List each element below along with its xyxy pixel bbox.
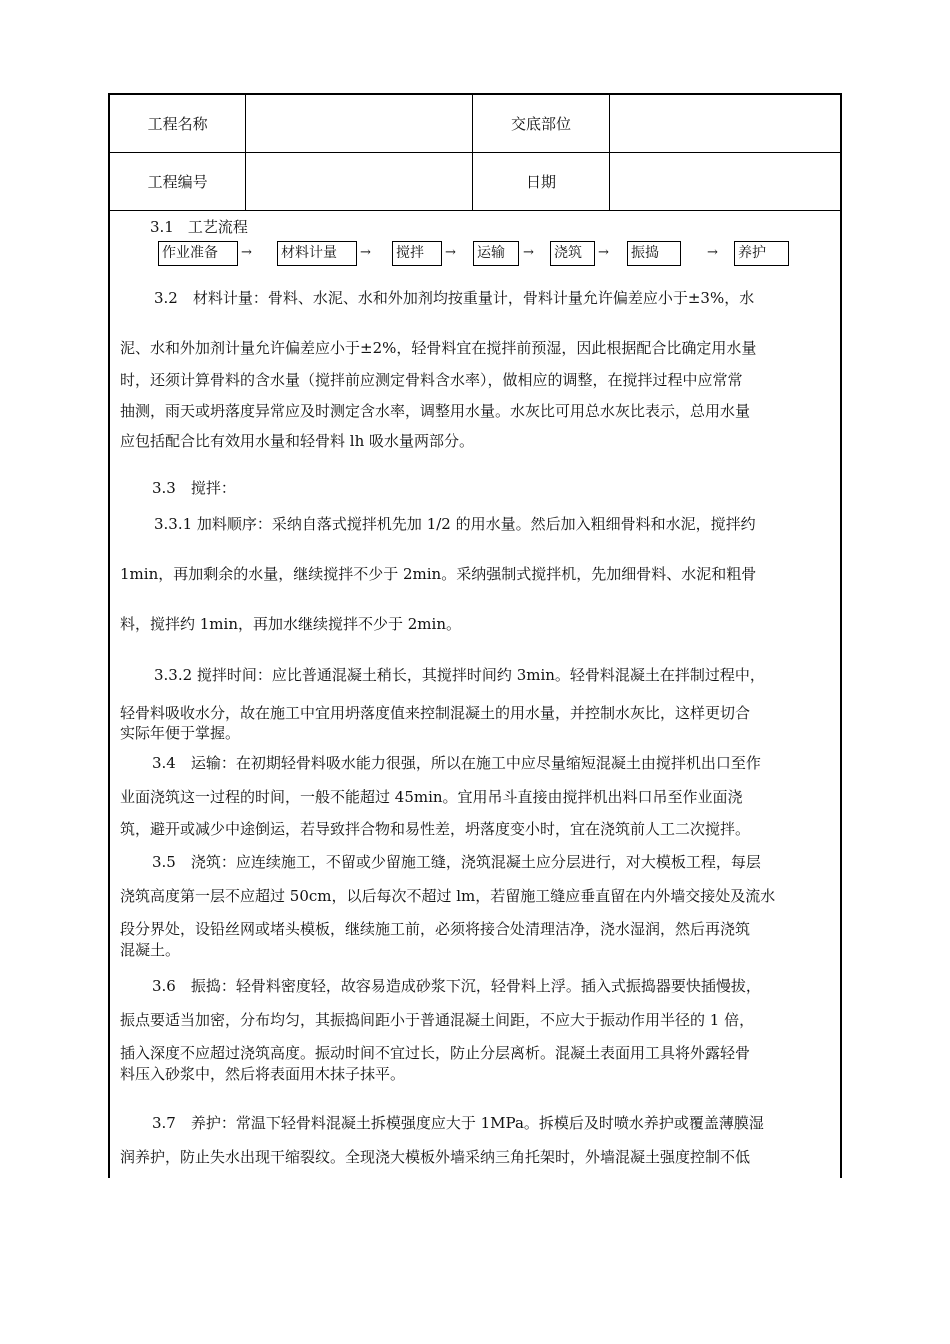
- text-line: 时，还须计算骨料的含水量（搅拌前应测定骨料含水率），做相应的调整，在搅拌过程中应常常: [120, 371, 743, 389]
- flow-step-prepare: 作业准备: [158, 241, 238, 266]
- flow-step-vibrate: 振捣: [627, 241, 681, 266]
- project-name-value[interactable]: [246, 95, 473, 153]
- header-table: [110, 95, 840, 211]
- text-line: 混凝土。: [120, 940, 181, 959]
- flow-step-transport: 运输: [473, 241, 519, 266]
- section-3-7-curing: [120, 1114, 830, 1167]
- handover-part-value[interactable]: [609, 95, 840, 153]
- section-3-3-1-feeding-order: [120, 515, 830, 635]
- text-line: 实际年便于掌握。: [120, 724, 241, 742]
- text-line: 3.3.1 加料顺序：采纳自落式搅拌机先加 1/2 的用水量。然后加入粗细骨料和水泥，搅拌约: [154, 515, 756, 533]
- flow-step-pour: 浇筑: [550, 241, 595, 266]
- text-line: 1min，再加剩余的水量，继续搅拌不少于 2min。采纳强制式搅拌机，先加细骨料、水泥和粗骨: [120, 564, 757, 583]
- section-3-6-vibrating: [120, 977, 830, 1084]
- process-flow-number: 3.1: [150, 218, 174, 236]
- text-line: 段分界处，设铅丝网或堵头模板，继续施工前，必须将接合处清理洁净，浇水湿润，然后再浇筑: [120, 920, 751, 938]
- flow-arrow-icon: →: [707, 245, 718, 260]
- section-3-4-transport: [120, 754, 830, 840]
- section-3-3-2-mixing-time: [120, 666, 830, 744]
- text-line: 抽测，雨天或坍落度异常应及时测定含水率，调整用水量。水灰比可用总水灰比表示，总用水量: [120, 401, 751, 420]
- text-line: 轻骨料吸收水分，故在施工中宜用坍落度值来控制混凝土的用水量，并控制水灰比，这样更切合: [120, 703, 751, 722]
- section-3-5-pouring: [120, 853, 830, 960]
- handover-part-label: 交底部位: [473, 95, 609, 153]
- date-value[interactable]: [609, 153, 840, 211]
- text-line: 3.4 运输：在初期轻骨料吸水能力很强，所以在施工中应尽量缩短混凝土由搅拌机出口至作: [152, 754, 761, 772]
- text-line: 润养护，防止失水出现干缩裂纹。全现浇大模板外墙采纳三角托架时，外墙混凝土强度控制不低: [120, 1147, 751, 1166]
- text-line: 振点要适当加密，分布均匀，其振捣间距小于普通混凝土间距，不应大于振动作用半径的 1 倍，: [120, 1010, 755, 1029]
- text-line: 料，搅拌约 1min，再加水继续搅拌不少于 2min。: [120, 615, 461, 633]
- flow-arrow-icon: →: [598, 245, 609, 260]
- process-flow-heading: 工艺流程: [187, 218, 248, 236]
- text-line: 3.6 振捣：轻骨料密度轻，故容易造成砂浆下沉，轻骨料上浮。插入式振捣器要快插慢拔，: [152, 977, 761, 995]
- disclosure-form: [108, 93, 842, 1178]
- section-3-3-mixing: [120, 479, 830, 499]
- flow-arrow-icon: →: [241, 245, 252, 260]
- flow-arrow-icon: →: [445, 245, 456, 260]
- text-line: 插入深度不应超过浇筑高度。振动时间不宜过长，防止分层离析。混凝土表面用工具将外露轻骨: [120, 1044, 751, 1062]
- text-line: 3.2 材料计量：骨料、水泥、水和外加剂均按重量计，骨料计量允许偏差应小于±3%，水: [154, 289, 755, 307]
- project-code-label: 工程编号: [110, 153, 246, 211]
- date-label: 日期: [473, 153, 609, 211]
- flow-step-mix: 搅拌: [392, 241, 442, 266]
- text-line: 3.7 养护：常温下轻骨料混凝土拆模强度应大于 1MPa。拆模后及时喷水养护或覆盖薄膜湿: [152, 1114, 764, 1132]
- text-line: 筑，避开或减少中途倒运，若导致拌合物和易性差，坍落度变小时，宜在浇筑前人工二次搅拌。: [120, 820, 751, 838]
- header-row-2: [110, 153, 840, 211]
- process-flow-title: [150, 216, 248, 237]
- project-name-label: 工程名称: [110, 95, 246, 153]
- header-row-1: [110, 95, 840, 153]
- text-line: 3.5 浇筑：应连续施工，不留或少留施工缝，浇筑混凝土应分层进行，对大模板工程，每层: [152, 853, 761, 871]
- flow-arrow-icon: →: [360, 245, 371, 260]
- text-line: 3.3 搅拌：: [152, 479, 236, 497]
- text-line: 3.3.2 搅拌时间：应比普通混凝土稍长，其搅拌时间约 3min。轻骨料混凝土在拌制过程中，: [154, 666, 765, 684]
- text-line: 料压入砂浆中，然后将表面用木抹子抹平。: [120, 1064, 406, 1083]
- flow-step-measure: 材料计量: [277, 241, 357, 266]
- text-line: 应包括配合比有效用水量和轻骨料 lh 吸水量两部分。: [120, 432, 474, 450]
- text-line: 业面浇筑这一过程的时间，一般不能超过 45min。宜用吊斗直接由搅拌机出料口吊至作业面浇: [120, 787, 743, 806]
- project-code-value[interactable]: [246, 153, 473, 211]
- flow-step-cure: 养护: [734, 241, 789, 266]
- text-line: 浇筑高度第一层不应超过 50cm，以后每次不超过 lm，若留施工缝应垂直留在内外墙交接处及流水: [120, 886, 776, 905]
- section-3-2-material-measurement: [120, 289, 830, 452]
- flow-arrow-icon: →: [523, 245, 534, 260]
- text-line: 泥、水和外加剂计量允许偏差应小于±2%，轻骨料宜在搅拌前预湿，因此根据配合比确定用水量: [120, 338, 757, 357]
